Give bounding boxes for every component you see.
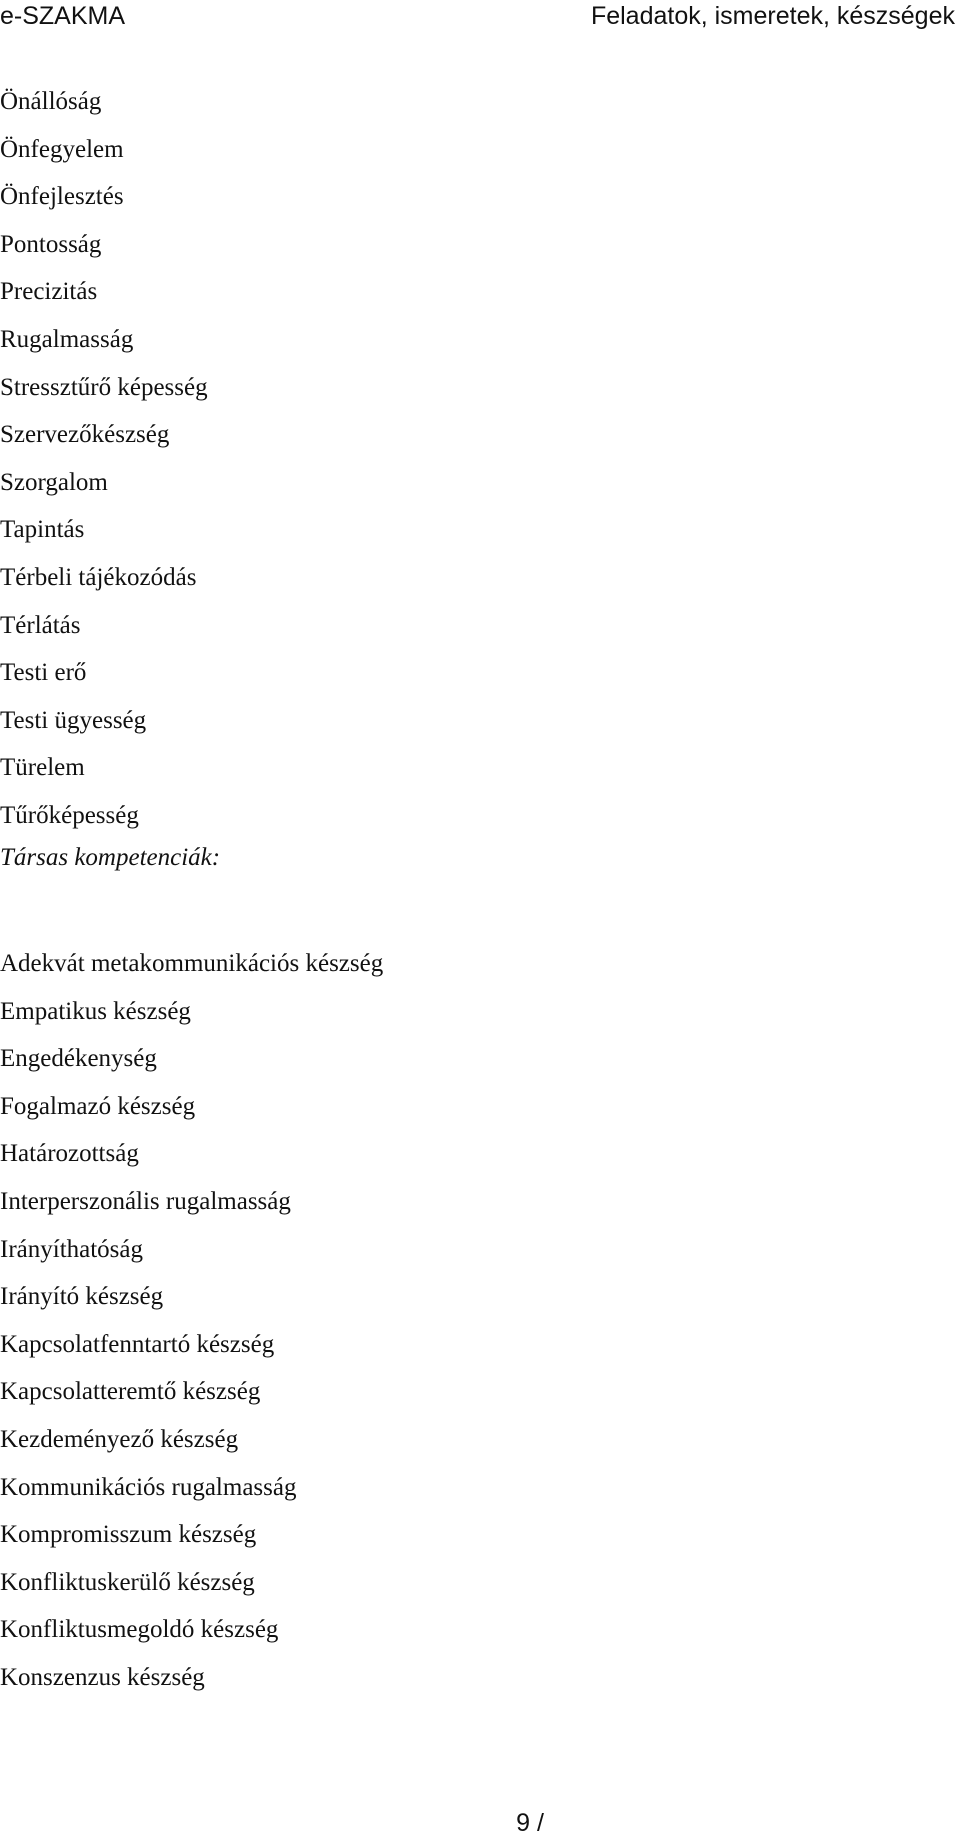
list-item: Pontosság (0, 230, 102, 258)
header-section-title: Feladatok, ismeretek, készségek (590, 2, 955, 30)
list-item: Önfegyelem (0, 135, 124, 163)
header-site-name: e-SZAKMA (0, 2, 126, 30)
list-item: Térlátás (0, 611, 81, 639)
list-item: Türelem (0, 754, 85, 782)
list-item: Interperszonális rugalmasság (0, 1187, 291, 1215)
social-competencies-heading: Társas kompetenciák: (0, 844, 221, 871)
list-item: Szervezőkészség (0, 421, 170, 449)
list-item: Tűrőképesség (0, 801, 139, 829)
list-item: Kapcsolatfenntartó készség (0, 1330, 275, 1358)
list-item: Precizitás (0, 278, 98, 306)
list-item: Önállóság (0, 88, 102, 115)
list-item: Testi erő (0, 659, 87, 687)
list-item: Adekvát metakommunikációs készség (0, 950, 384, 977)
list-item: Konszenzus készség (0, 1663, 205, 1691)
list-item: Határozottság (0, 1140, 139, 1168)
list-item: Stressztűrő képesség (0, 373, 208, 401)
list-item: Önfejlesztés (0, 183, 124, 211)
list-item: Térbeli tájékozódás (0, 563, 197, 591)
personal-competencies-list (0, 82, 208, 844)
list-item: Kompromisszum készség (0, 1521, 257, 1549)
page-header (0, 0, 960, 32)
list-item: Rugalmasság (0, 325, 134, 353)
list-item: Engedékenység (0, 1045, 157, 1073)
list-item: Fogalmazó készség (0, 1092, 196, 1120)
list-item: Irányító készség (0, 1283, 164, 1311)
list-item: Tapintás (0, 516, 85, 544)
list-item: Testi ügyesség (0, 706, 147, 734)
list-item: Szorgalom (0, 468, 108, 496)
list-item: Konfliktusmegoldó készség (0, 1616, 279, 1644)
list-item: Konfliktuskerülő készség (0, 1568, 255, 1596)
list-item: Irányíthatóság (0, 1235, 144, 1263)
list-item: Empatikus készség (0, 997, 191, 1025)
list-item: Kommunikációs rugalmasság (0, 1473, 297, 1501)
page-number: 9 / (516, 1809, 544, 1837)
social-competencies-list (0, 944, 383, 1706)
list-item: Kapcsolatteremtő készség (0, 1378, 261, 1406)
list-item: Kezdeményező készség (0, 1425, 239, 1453)
